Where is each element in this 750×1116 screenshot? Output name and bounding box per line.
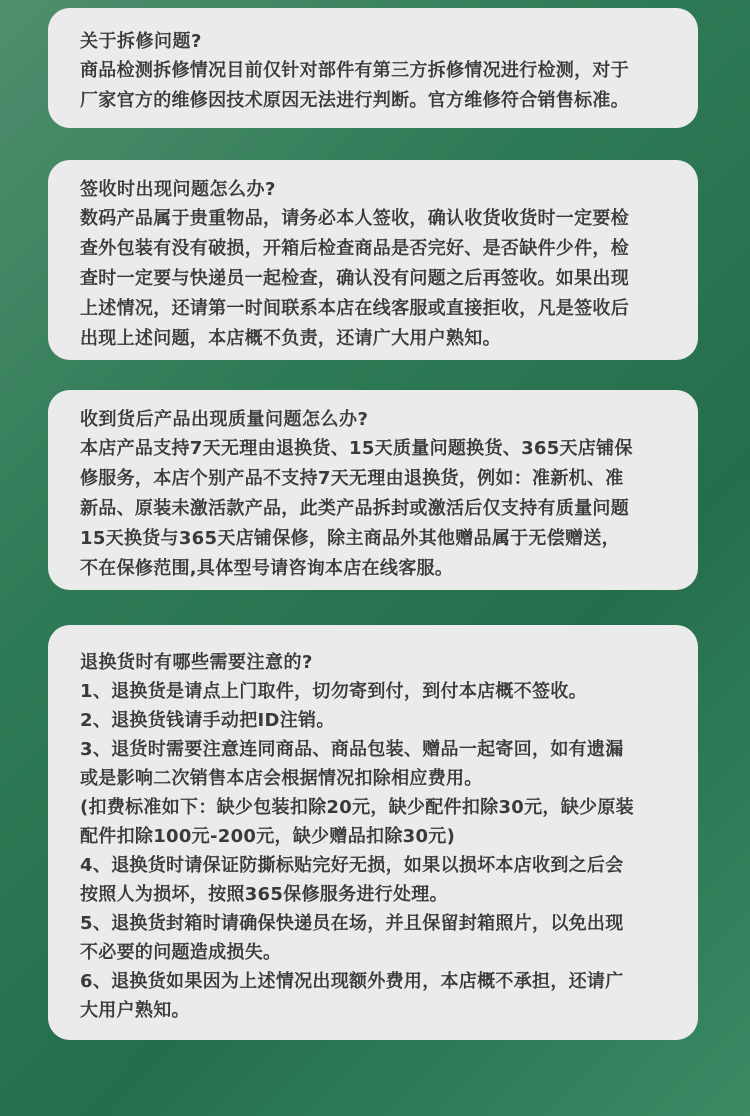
card-text-line: 不在保修范围,具体型号请咨询本店在线客服。 [80,558,454,579]
card-text-line: 商品检测拆修情况目前仅针对部件有第三方拆修情况进行检测，对于 [80,60,629,81]
card-text-line: 2、退换货钱请手动把ID注销。 [80,710,335,731]
faq-card-disassembly [48,8,698,128]
card-title: 关于拆修问题? [80,31,202,52]
card-text-line: 配件扣除100元-200元，缺少赠品扣除30元) [80,826,456,847]
card-title: 收到货后产品出现质量问题怎么办? [80,409,369,430]
card-title: 退换货时有哪些需要注意的? [80,652,313,673]
card-text-line: 查时一定要与快递员一起检查，确认没有问题之后再签收。如果出现 [80,268,629,289]
card-text-line: 上述情况，还请第一时间联系本店在线客服或直接拒收，凡是签收后 [80,298,629,319]
card-text-line: 本店产品支持7天无理由退换货、15天质量问题换货、365天店铺保 [80,438,633,459]
card-title: 签收时出现问题怎么办? [80,179,276,200]
faq-card-returns [48,625,698,1040]
card-text-line: (扣费标准如下：缺少包装扣除20元，缺少配件扣除30元，缺少原装 [80,797,634,818]
card-text-line: 15天换货与365天店铺保修，除主商品外其他赠品属于无偿赠送， [80,528,620,549]
card-text-line: 或是影响二次销售本店会根据情况扣除相应费用。 [80,768,483,789]
faq-card-signing [48,160,698,360]
card-text-line: 1、退换货是请点上门取件，切勿寄到付，到付本店概不签收。 [80,681,587,702]
card-text-line: 出现上述问题，本店概不负责，还请广大用户熟知。 [80,328,501,349]
card-text-line: 5、退换货封箱时请确保快递员在场，并且保留封箱照片，以免出现 [80,913,624,934]
card-text-line: 大用户熟知。 [80,1000,190,1021]
card-text-line: 新品、原装未激活款产品，此类产品拆封或激活后仅支持有质量问题 [80,498,629,519]
card-text-line: 3、退货时需要注意连同商品、商品包装、赠品一起寄回，如有遗漏 [80,739,624,760]
card-text-line: 按照人为损坏，按照365保修服务进行处理。 [80,884,448,905]
card-text-line: 不必要的问题造成损失。 [80,942,282,963]
faq-card-quality [48,390,698,590]
card-text-line: 查外包装有没有破损，开箱后检查商品是否完好、是否缺件少件，检 [80,238,629,259]
card-text-line: 4、退换货时请保证防撕标贴完好无损，如果以损坏本店收到之后会 [80,855,624,876]
card-text-line: 数码产品属于贵重物品，请务必本人签收，确认收货收货时一定要检 [80,208,629,229]
card-text-line: 6、退换货如果因为上述情况出现额外费用，本店概不承担，还请广 [80,971,624,992]
card-text-line: 修服务，本店个别产品不支持7天无理由退换货，例如：准新机、准 [80,468,624,489]
card-text-line: 厂家官方的维修因技术原因无法进行判断。官方维修符合销售标准。 [80,90,629,111]
